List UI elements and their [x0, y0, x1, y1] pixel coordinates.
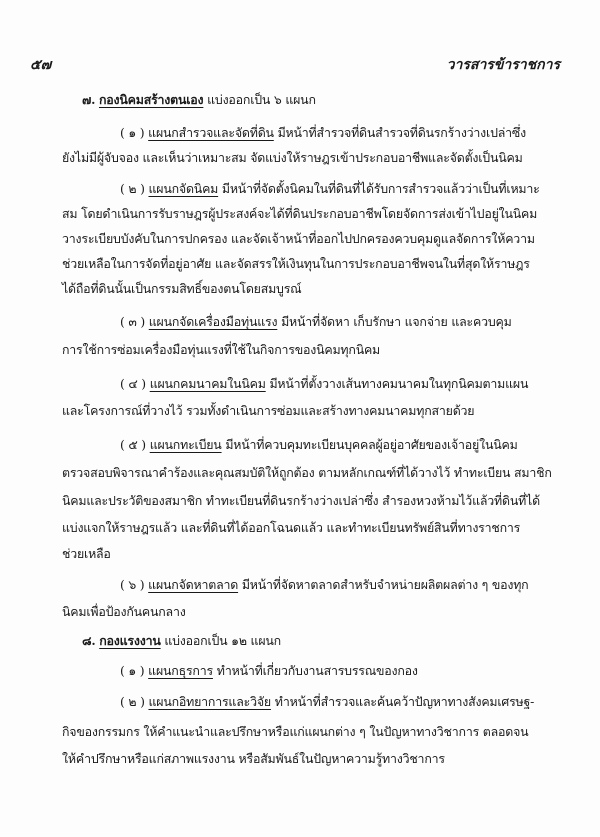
item-first-line: [120, 124, 526, 142]
item-title: แผนกจัดนิคม: [148, 181, 219, 196]
paragraph-line: นิคมและประวัติของสมาชิก ทำทะเบียนที่ดินรกร้างว่างเปล่าซึ่ง สำรองหวงห้ามไว้แล้วที่ดินที่ได้: [62, 493, 540, 508]
paragraph-line: นิคมเพื่อป้องกันคนกลาง: [62, 604, 186, 619]
item-number: ( ๓ ): [120, 314, 146, 329]
section-number: ๘.: [82, 633, 96, 648]
item-number: ( ๒ ): [120, 694, 145, 709]
item-title: แผนกทะเบียน: [149, 437, 222, 452]
item-number: ( ๒ ): [120, 181, 145, 196]
section-subtitle: แบ่งออกเป็น ๖ แผนก: [207, 92, 316, 107]
paragraph-line: แบ่งแจกให้ราษฎรแล้ว และที่ดินที่ได้ออกโฉนดแล้ว และทำทะเบียนทรัพย์สินที่ทางราชการ: [62, 520, 521, 535]
paragraph-line: ช่วยเหลือ: [62, 546, 111, 561]
item-text: มีหน้าที่สำรวจที่ดินสำรวจที่ดินรกร้างว่างเปล่าซึ่ง: [277, 125, 526, 140]
paragraph-line: และโครงการณ์ที่วางไว้ รวมทั้งดำเนินการซ่อมและสร้างทางคมนาคมทุกสายด้วย: [62, 403, 475, 418]
section-heading: [82, 91, 316, 109]
page-number: ๕๗: [30, 57, 52, 73]
item-first-line: [120, 313, 512, 331]
item-title: แผนกสำรวจและจัดที่ดิน: [148, 125, 274, 140]
paragraph-line: ให้คำปรึกษาหรือแก่สภาพแรงงาน หรือสัมพันธ์ในปัญหาความรู้ทางวิชาการ: [62, 751, 445, 766]
section-heading: [82, 632, 281, 650]
section-title: กองแรงงาน: [99, 633, 161, 648]
paragraph-line: ได้ถือที่ดินนั้นเป็นกรรมสิทธิ์ของตนโดยสมบูรณ์: [62, 281, 302, 296]
item-number: ( ๔ ): [120, 376, 146, 391]
paragraph-line: สม โดยดำเนินการรับราษฎรผู้ประสงค์จะได้ที่ดินประกอบอาชีพโดยจัดการส่งเข้าไปอยู่ในนิคม: [62, 206, 538, 221]
item-first-line: [120, 576, 529, 594]
item-text: ทำหน้าที่เกี่ยวกับงานสารบรรณของกอง: [216, 663, 418, 678]
paragraph-line: วางระเบียบบังคับในการปกครอง และจัดเจ้าหน้าที่ออกไปปกครองควบคุมดูแลจัดการให้ความ: [62, 231, 535, 246]
item-first-line: [120, 436, 518, 454]
item-first-line: [120, 180, 540, 198]
item-text: มีหน้าที่จัดตั้งนิคมในที่ดินที่ได้รับการสำรวจแล้วว่าเป็นที่เหมาะ: [221, 181, 540, 196]
item-number: ( ๑ ): [120, 125, 145, 140]
item-title: แผนกคมนาคมในนิคม: [149, 376, 266, 391]
paragraph-line: กิจของกรรมกร ให้คำแนะนำและปรึกษาหรือแก่แผนกต่าง ๆ ในปัญหาทางวิชาการ ตลอดจน: [62, 724, 529, 739]
section-number: ๗.: [82, 92, 96, 107]
item-number: ( ๑ ): [120, 663, 145, 678]
item-title: แผนกอิทยาการและวิจัย: [148, 694, 271, 709]
item-number: ( ๕ ): [120, 437, 146, 452]
item-first-line: [120, 693, 534, 711]
item-title: แผนกจัดเครื่องมือทุ่นแรง: [148, 314, 278, 329]
item-text: มีหน้าที่ควบคุมทะเบียนบุคคลผู้อยู่อาศัยของเจ้าอยู่ในนิคม: [225, 437, 518, 452]
paragraph-line: ยังไม่มีผู้จับจอง และเห็นว่าเหมาะสม จัดแบ่งให้ราษฎรเข้าประกอบอาชีพและจัดตั้งเป็นนิคม: [62, 150, 523, 165]
item-text: มีหน้าที่จัดหา เก็บรักษา แจกจ่าย และควบคุม: [281, 314, 512, 329]
item-first-line: [120, 375, 528, 393]
section-subtitle: แบ่งออกเป็น ๑๒ แผนก: [164, 633, 281, 648]
item-title: แผนกธุรการ: [148, 663, 213, 678]
item-number: ( ๖ ): [120, 577, 145, 592]
item-text: มีหน้าที่จัดหาตลาดสำหรับจำหน่ายผลิตผลต่าง ๆ ของทุก: [241, 577, 529, 592]
section-title: กองนิคมสร้างตนเอง: [98, 92, 204, 107]
paragraph-line: ตรวจสอบพิจารณาคำร้องและคุณสมบัติให้ถูกต้อง ตามหลักเกณฑ์ที่ได้วางไว้ ทำทะเบียน สมาชิก: [62, 465, 552, 480]
item-text: มีหน้าที่ตั้งวางเส้นทางคมนาคมในทุกนิคมตามแผน: [269, 376, 529, 391]
journal-title: วารสารข้าราชการ: [446, 57, 560, 73]
paragraph-line: การใช้การซ่อมเครื่องมือทุ่นแรงที่ใช้ในกิจการของนิคมทุกนิคม: [62, 342, 381, 357]
paragraph-line: ช่วยเหลือในการจัดที่อยู่อาศัย และจัดสรรให้เงินทุนในการประกอบอาชีพจนในที่สุดให้ราษฎร: [62, 256, 530, 271]
item-title: แผนกจัดหาตลาด: [148, 577, 239, 592]
item-first-line: [120, 662, 418, 680]
item-text: ทำหน้าที่สำรวจและค้นคว้าปัญหาทางสังคมเศรษฐ-: [274, 694, 535, 709]
